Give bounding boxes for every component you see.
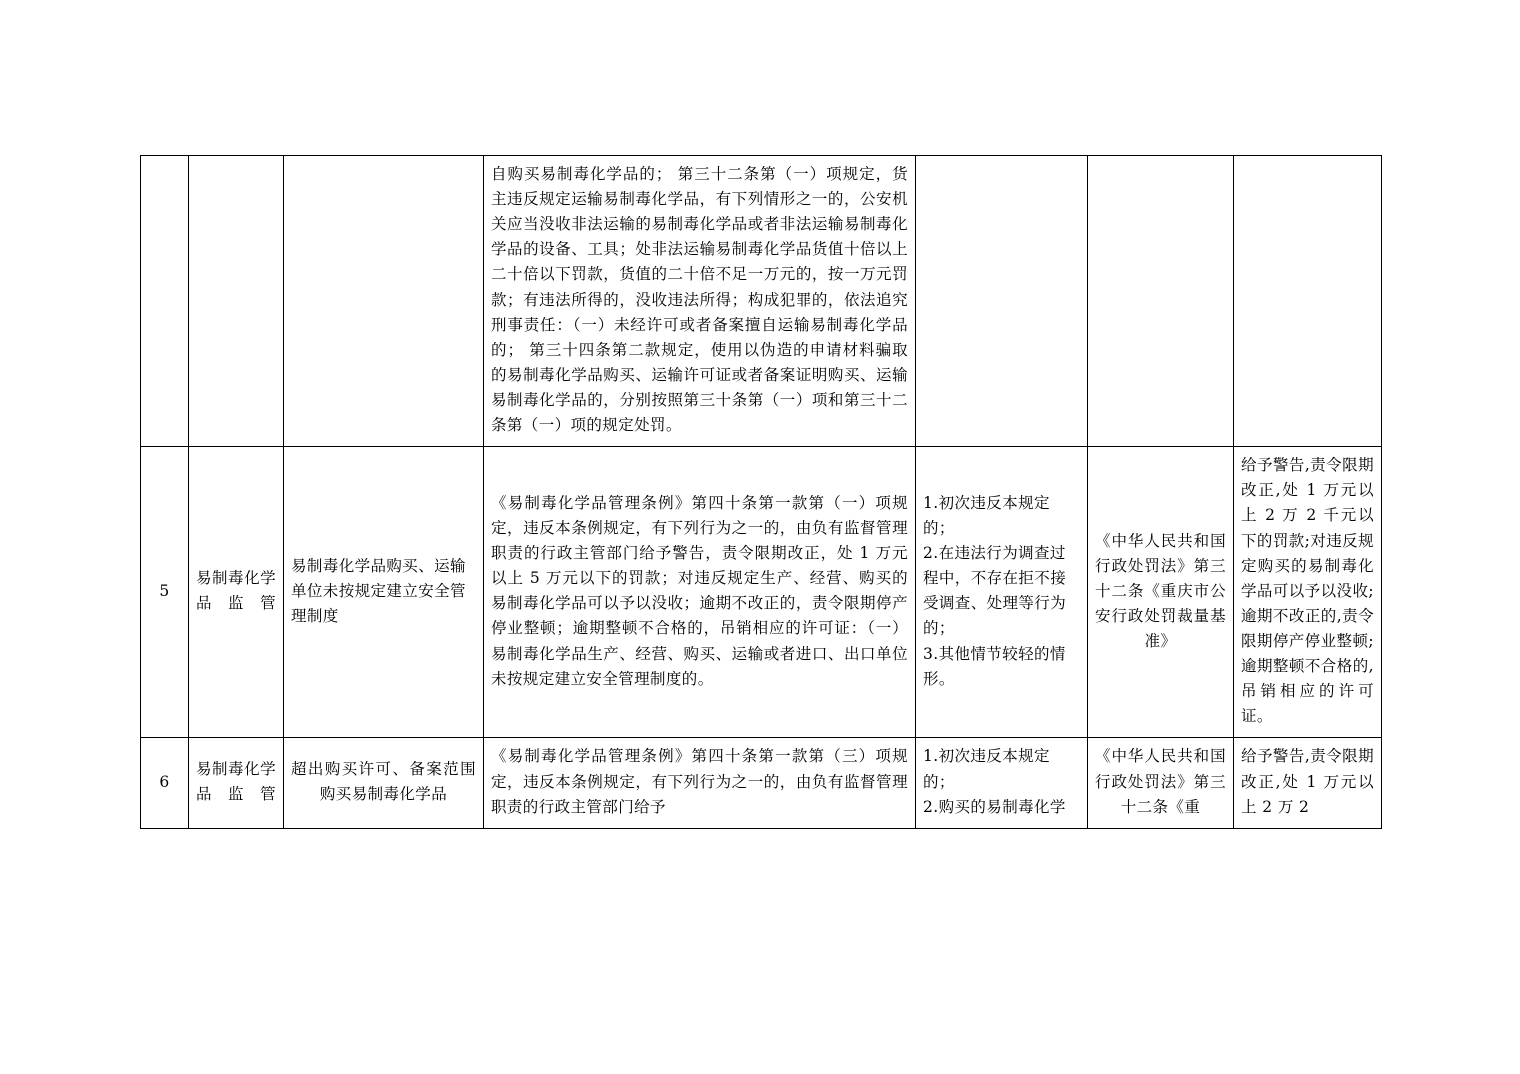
- row-category: [189, 156, 284, 447]
- row-conditions: 1.初次违反本规定的； 2.购买的易制毒化学: [916, 738, 1088, 828]
- row-category: 易制毒化学品监管: [189, 447, 284, 738]
- row-category: 易制毒化学品监管: [189, 738, 284, 828]
- row-penalty: 给予警告,责令限期改正,处 1 万元以上 2 万 2 千元以下的罚款;对违反规定购买的易制毒化学品可以予以没收;逾期不改正的,责令限期停产停业整顿;逾期整顿不合格的,吊销相应的许可证。: [1234, 447, 1382, 738]
- row-legal-basis: 《易制毒化学品管理条例》第四十条第一款第（三）项规定，违反本条例规定，有下列行为之一的，由负有监督管理职责的行政主管部门给予: [484, 738, 916, 828]
- row-item: 易制毒化学品购买、运输单位未按规定建立安全管理制度: [284, 447, 484, 738]
- table-row: [141, 156, 1382, 447]
- row-legal-basis: 自购买易制毒化学品的； 第三十二条第（一）项规定，货主违反规定运输易制毒化学品，有下列情形之一的，公安机关应当没收非法运输的易制毒化学品或者非法运输易制毒化学品的设备、工具；处非法运输易制毒化学品货值十倍以上二十倍以下罚款，货值的二十倍不足一万元的，按一万元罚款；有违法所得的，没收违法所得；构成犯罪的，依法追究刑事责任：（一）未经许可或者备案擅自运输易制毒化学品的； 第三十四条第二款规定，使用以伪造的申请材料骗取的易制毒化学品购买、运输许可证或者备案证明购买、运输易制毒化学品的，分别按照第三十条第（一）项和第三十二条第（一）项的规定处罚。: [484, 156, 916, 447]
- row-conditions: [916, 156, 1088, 447]
- row-penalty: 给予警告,责令限期改正,处 1 万元以上 2 万 2: [1234, 738, 1382, 828]
- row-number: 5: [141, 447, 189, 738]
- table-row: [141, 738, 1382, 828]
- table-row: [141, 447, 1382, 738]
- row-penalty: [1234, 156, 1382, 447]
- penalty-discretion-table: [140, 155, 1382, 829]
- row-law-reference: [1088, 156, 1234, 447]
- row-number: [141, 156, 189, 447]
- row-item: [284, 156, 484, 447]
- row-law-reference: 《中华人民共和国行政处罚法》第三十二条《重: [1088, 738, 1234, 828]
- row-conditions: 1.初次违反本规定的； 2.在违法行为调查过程中，不存在拒不接受调查、处理等行为的； 3.其他情节较轻的情形。: [916, 447, 1088, 738]
- row-legal-basis: 《易制毒化学品管理条例》第四十条第一款第（一）项规定，违反本条例规定，有下列行为之一的，由负有监督管理职责的行政主管部门给予警告，责令限期改正，处 1 万元以上 5 万元以下的罚款；对违反规定生产、经营、购买的易制毒化学品可以予以没收；逾期不改正的，责令限期停产停业整顿；逾期整顿不合格的，吊销相应的许可证：（一）易制毒化学品生产、经营、购买、运输或者进口、出口单位未按规定建立安全管理制度的。: [484, 447, 916, 738]
- row-number: 6: [141, 738, 189, 828]
- row-item: 超出购买许可、备案范围购买易制毒化学品: [284, 738, 484, 828]
- penalty-discretion-table-wrapper: [140, 155, 1381, 829]
- row-law-reference: 《中华人民共和国行政处罚法》第三十二条《重庆市公安行政处罚裁量基准》: [1088, 447, 1234, 738]
